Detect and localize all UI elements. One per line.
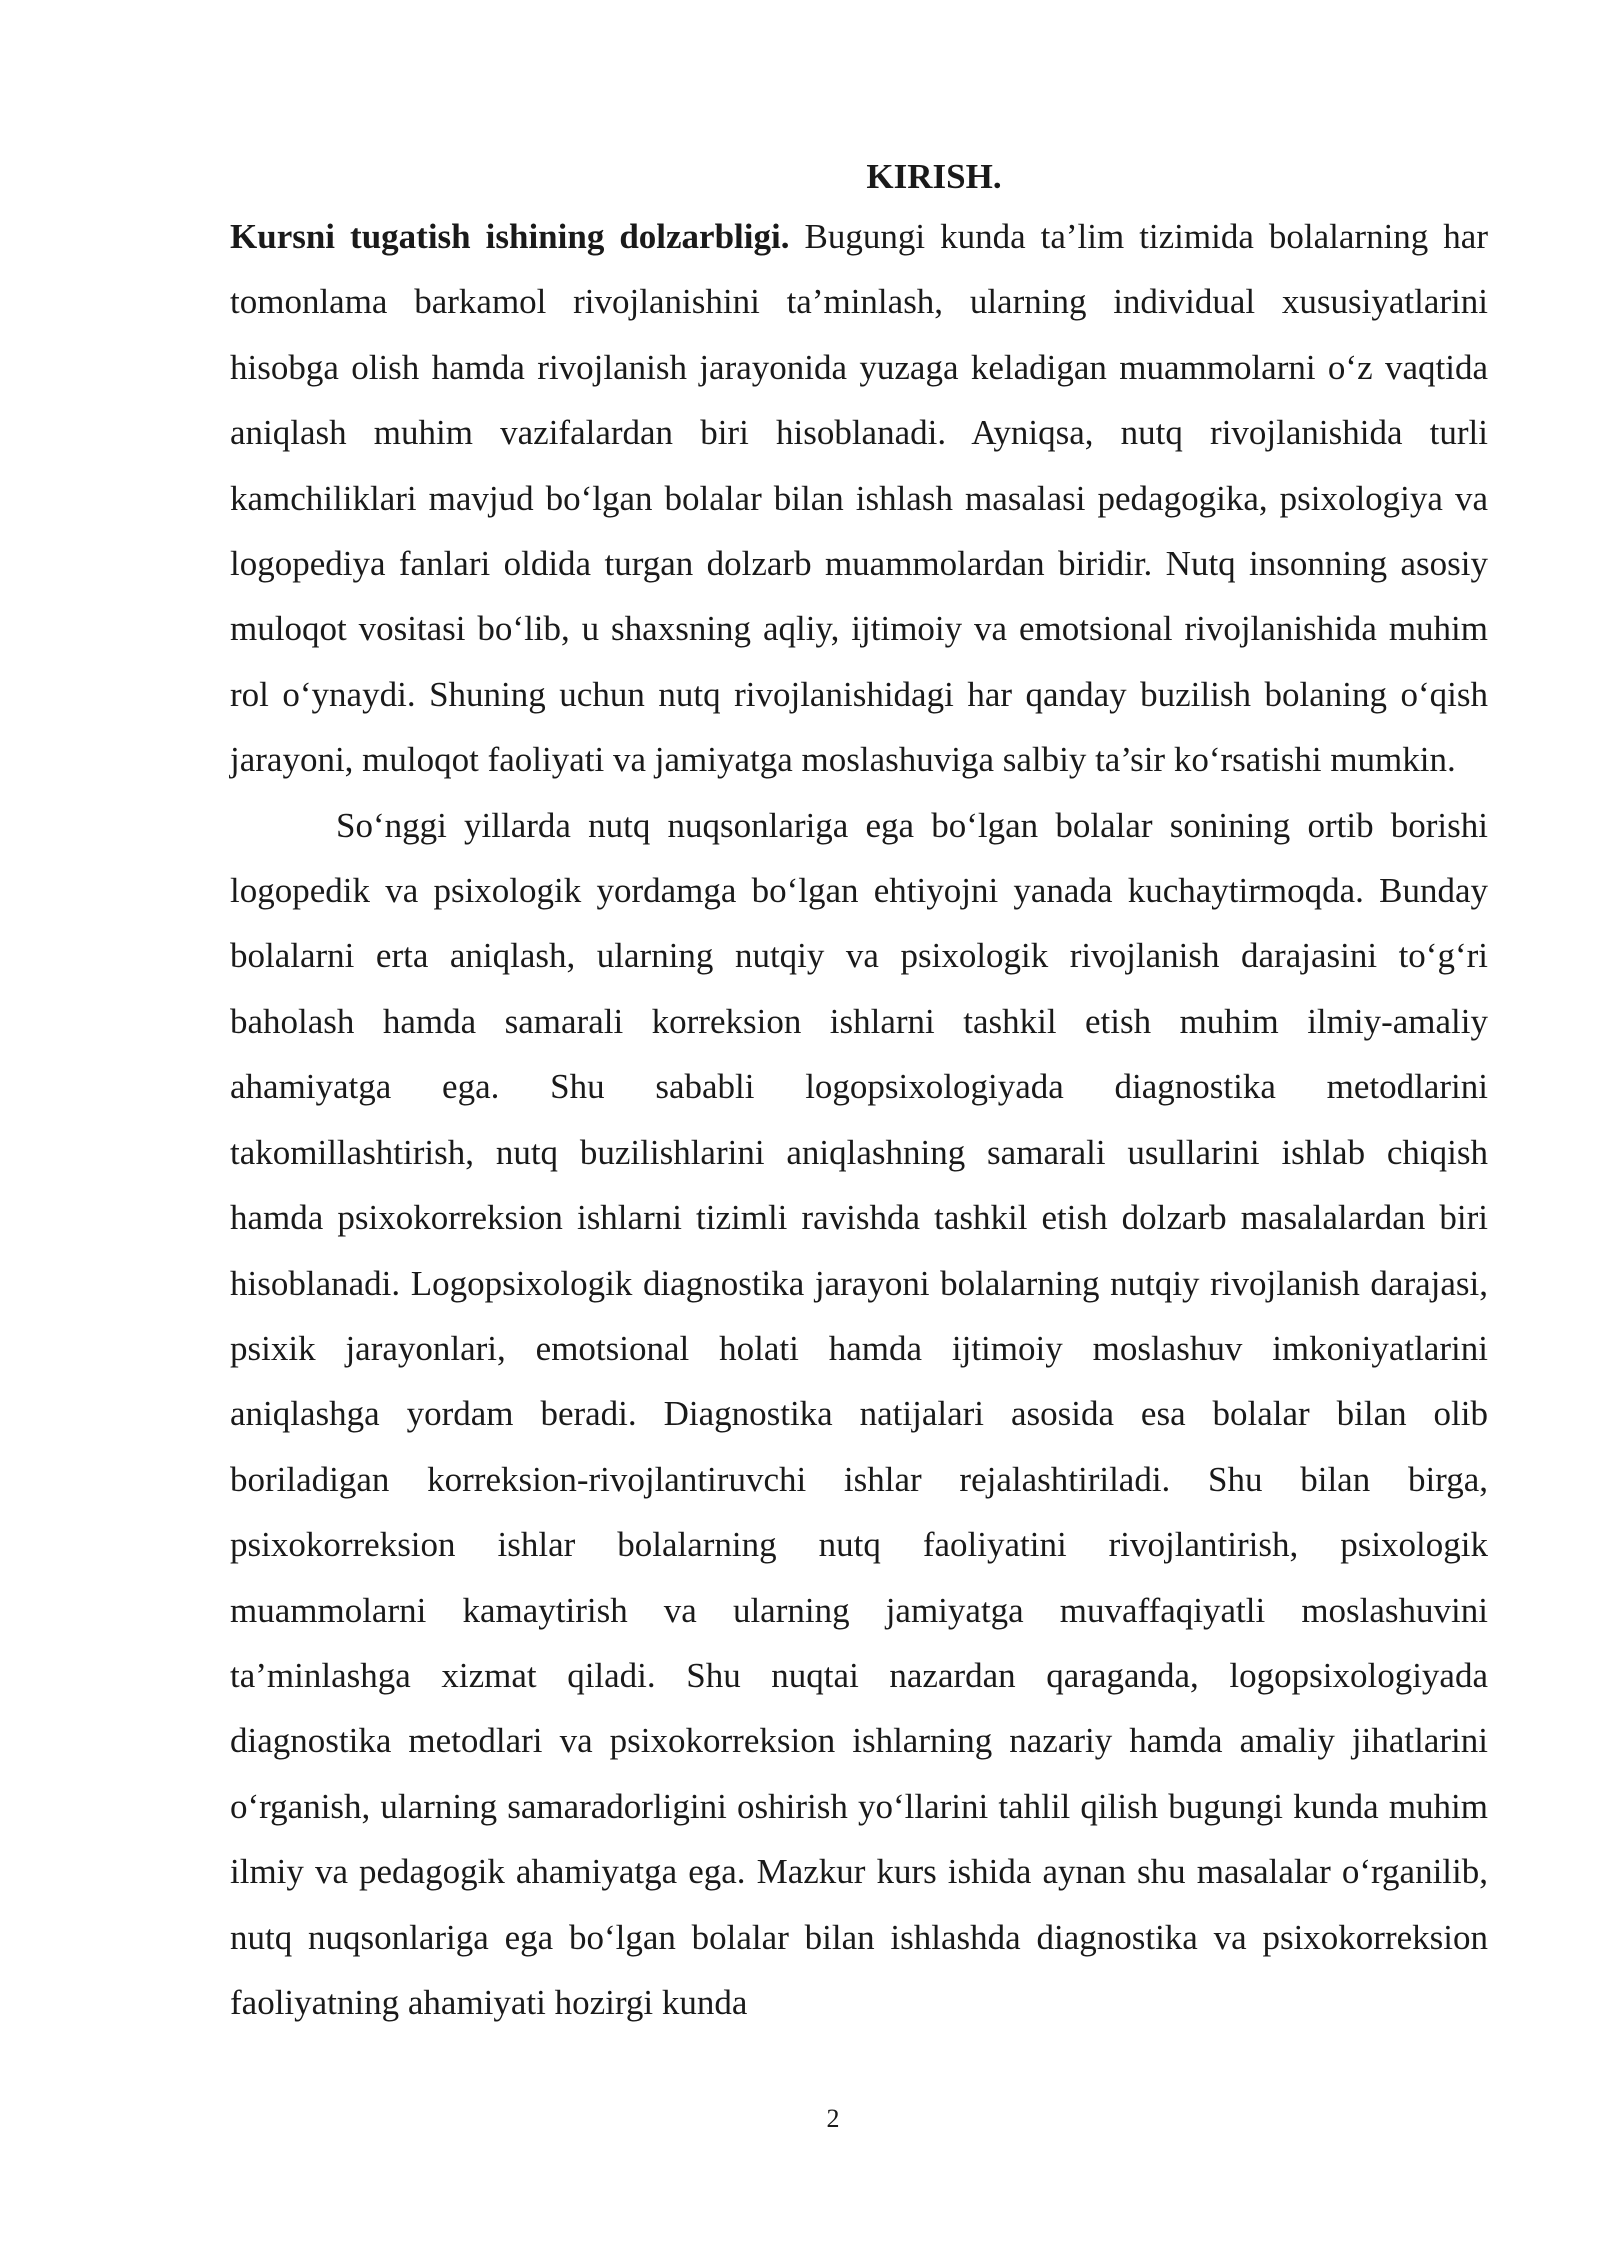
page-body	[230, 150, 1488, 2035]
paragraph-text: So‘nggi yillarda nutq nuqsonlariga ega bo‘lgan bolalar sonining ortib borishi logopedik va psixologik yordamga bo‘lgan ehtiyojni yanada kuchaytirmoqda. Bunday bolalarni erta aniqlash, ularning nutqiy va psixologik rivojlanish darajasini to‘g‘ri baholash hamda samarali korreksion ishlarni tashkil etish muhim ilmiy-amaliy ahamiyatga ega. Shu sababli logopsixologiyada diagnostika metodlarini takomillashtirish, nutq buzilishlarini aniqlashning samarali usullarini ishlab chiqish hamda psixokorreksion ishlarni tizimli ravishda tashkil etish dolzarb masalalardan biri hisoblanadi. Logopsixologik diagnostika jarayoni bolalarning nutqiy rivojlanish darajasi, psixik jarayonlari, emotsional holati hamda ijtimoiy moslashuv imkoniyatlarini aniqlashga yordam beradi. Diagnostika natijalari asosida esa bolalar bilan olib boriladigan korreksion-rivojlantiruvchi ishlar rejalashtiriladi. Shu bilan birga, psixokorreksion ishlar bolalarning nutq faoliyatini rivojlantirish, psixologik muammolarni kamaytirish va ularning jamiyatga muvaffaqiyatli moslashuvini ta’minlashga xizmat qiladi. Shu nuqtai nazardan qaraganda, logopsixologiyada diagnostika metodlari va psixokorreksion ishlarning nazariy hamda amaliy jihatlarini o‘rganish, ularning samaradorligini oshirish yo‘llarini tahlil qilish bugungi kunda muhim ilmiy va pedagogik ahamiyatga ega. Mazkur kurs ishida aynan shu masalalar o‘rganilib, nutq nuqsonlariga ega bo‘lgan bolalar bilan ishlashda diagnostika va psixokorreksion faoliyatning ahamiyati hozirgi kunda	[230, 805, 1488, 2022]
paragraph-recent-years	[230, 793, 1488, 2036]
section-heading: KIRISH.	[866, 157, 1002, 196]
paragraph-text: Bugungi kunda ta’lim tizimida bolalarning har tomonlama barkamol rivojlanishini ta’minlash, ularning individual xususiyatlarini hisobga olish hamda rivojlanish jarayonida yuzaga keladigan muammolarni o‘z vaqtida aniqlash muhim vazifalardan biri hisoblanadi. Ayniqsa, nutq rivojlanishida turli kamchiliklari mavjud bo‘lgan bolalar bilan ishlash masalasi pedagogika, psixologiya va logopediya fanlari oldida turgan dolzarb muammolardan biridir. Nutq insonning asosiy muloqot vositasi bo‘lib, u shaxsning aqliy, ijtimoiy va emotsional rivojlanishida muhim rol o‘ynaydi. Shuning uchun nutq rivojlanishidagi har qanday buzilish bolaning o‘qish jarayoni, muloqot faoliyati va jamiyatga moslashuviga salbiy ta’sir ko‘rsatishi mumkin.	[230, 217, 1488, 780]
paragraph-relevance	[230, 204, 1488, 793]
page-number: 2	[826, 2104, 840, 2133]
paragraph-lead: Kursni tugatish ishining dolzarbligi.	[230, 217, 790, 256]
